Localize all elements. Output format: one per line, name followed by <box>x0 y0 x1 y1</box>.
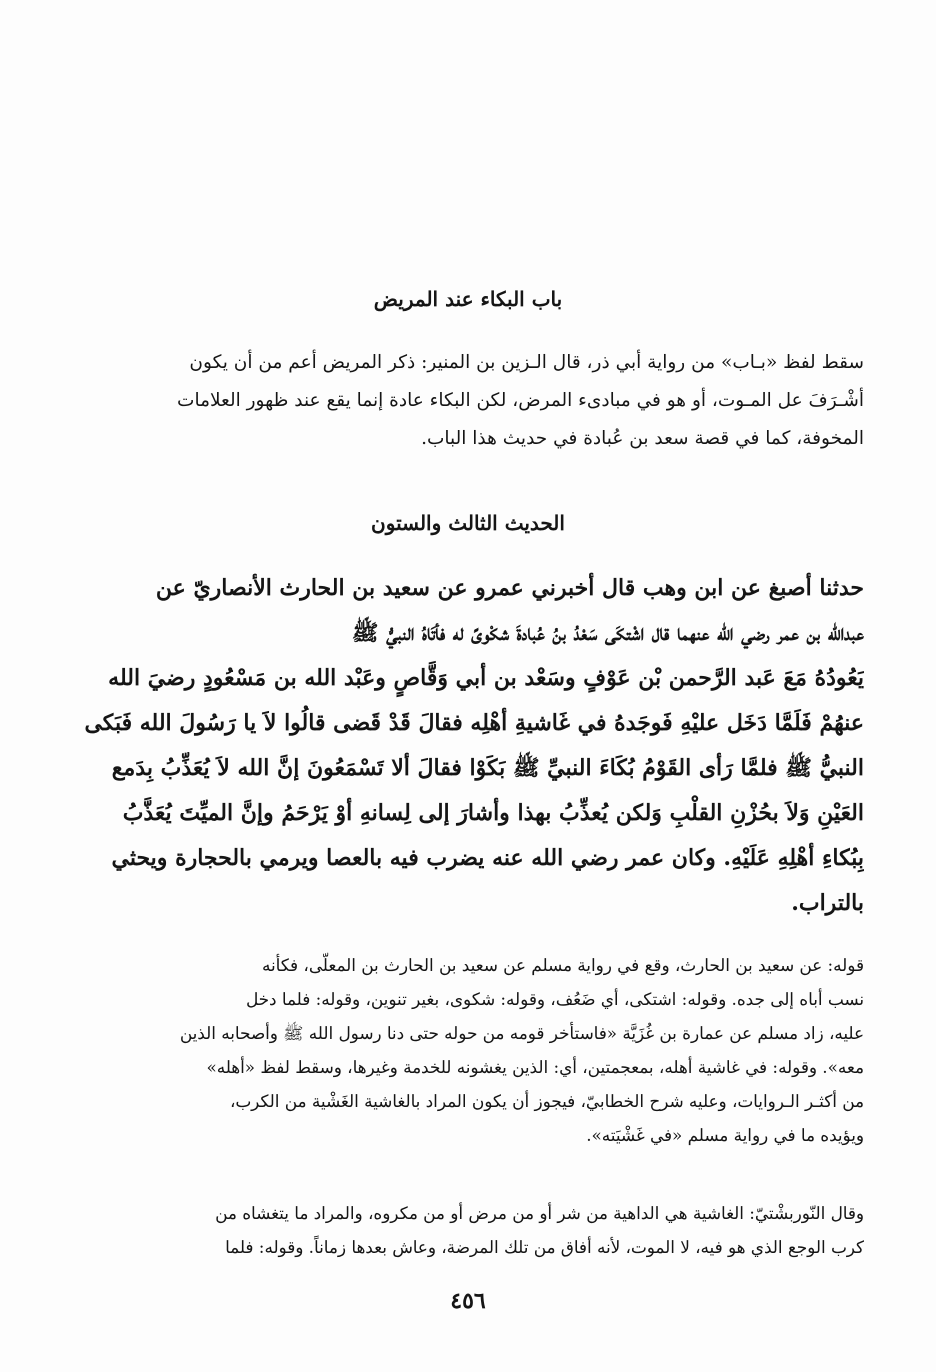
commentary-line: عليه، زاد مسلم عن عمارة بن غُزَيَّة «فاستأخر قومه من حوله حتى دنا رسول الله ﷺ وأصحابه الذين <box>179 1023 864 1043</box>
commentary-line: كرب الوجع الذي هو فيه، لا الموت، لأنه أفاق من تلك المرضة، وعاش بعدها زماناً. وقوله: فلما <box>225 1237 864 1257</box>
page-number: ٤٥٦ <box>450 1288 486 1314</box>
commentary-line: قوله: عن سعيد بن الحارث، وقع في رواية مسلم عن سعيد بن الحارث بن المعلّى، فكأنه <box>262 955 864 975</box>
hadith-line: بِبُكاءِ أهْلِهِ عَلَيْهِ. وكان عمر رضي الله عنه يضرب فيه بالعصا ويرمي بالحجارة ويحثي <box>111 845 864 871</box>
hadith-line: عبدالله بن عمر رضي الله عنهما قال اشْتكَى سَعْدُ بنُ عُبادةَ شكْوىً له فأتَاهُ النبيُّ ﷺ <box>351 620 864 646</box>
chapter-title: باب البكاء عند المريض <box>373 287 563 311</box>
commentary-paragraph-2 <box>72 1196 864 1264</box>
intro-line: المخوفة، كما في قصة سعد بن عُبادة في حديث هذا الباب. <box>421 428 864 449</box>
commentary-line: معه». وقوله: في غاشية أهله، بمعجمتين، أي: الذين يغشونه للخدمة وغيرها، وسقط لفظ «أهله» <box>206 1057 864 1077</box>
hadith-line: بالتراب. <box>791 890 864 916</box>
commentary-line: نسب أباه إلى جده. وقوله: اشتكى، أي ضَعُف، وقوله: شكوى، بغير تنوين، وقوله: فلما دخل <box>245 989 864 1009</box>
hadith-line: يَعُودُهُ مَعَ عَبد الرَّحمن بْن عَوْفٍ وسَعْد بن أبي وَقَّاصٍ وعَبْد الله بن مَسْعُودٍ رضيَ الله <box>108 665 864 691</box>
hadith-line: عنهُمْ فَلَمَّا دَخَل عليْهِ فَوجَدهُ في غَاشيةِ أهْلِه فقالَ قَدْ قَضى قالُوا لاَ يا رَسُولَ الله فَبَكى <box>84 710 864 736</box>
hadith-text <box>72 566 864 926</box>
hadith-line: حدثنا أصبغ عن ابن وهب قال أخبرني عمرو عن سعيد بن الحارث الأنصاريّ عن <box>155 575 864 601</box>
intro-line: أشْـرَفَ عل المـوت، أو هو في مبادىء المرض، لكن البكاء عادة إنما يقع عند ظهور العلامات <box>177 390 864 411</box>
commentary-line: من أكثـر الـروايات، وعليه شرح الخطابيّ، فيجوز أن يكون المراد بالغاشية الغَشْية من الكرب، <box>229 1091 864 1111</box>
intro-line: سقط لفظ «بـاب» من رواية أبي ذر، قال الـزين بن المنير: ذكر المريض أعم من أن يكون <box>189 352 864 373</box>
hadith-line: النبيُّ ﷺ فلمَّا رَأى القَوْمُ بُكَاءَ النبيِّ ﷺ بَكَوْا فقالَ ألا تَسْمَعُونَ إنَّ الله لاَ يُعَذِّبُ بِدَمع <box>111 755 864 781</box>
intro-paragraph <box>72 344 864 458</box>
hadith-line: العَيْنِ وَلاَ بحُزْنِ القلْبِ وَلكن يُعذِّبُ بهذا وأشارَ إلى لِسانهِ أوْ يَرْحَمُ وإنَّ الميِّتَ يُعَذَّبُ <box>122 800 864 826</box>
commentary-line: وقال النّوربشْتيّ: الغاشية هي الداهية من شر أو من مرض أو من مكروه، والمراد ما يتغشاه من <box>215 1203 864 1223</box>
hadith-heading: الحديث الثالث والستون <box>371 511 565 535</box>
commentary-line: ويؤيده ما في رواية مسلم «في غَشْيَته». <box>586 1125 864 1145</box>
commentary-paragraph-1 <box>72 948 864 1152</box>
